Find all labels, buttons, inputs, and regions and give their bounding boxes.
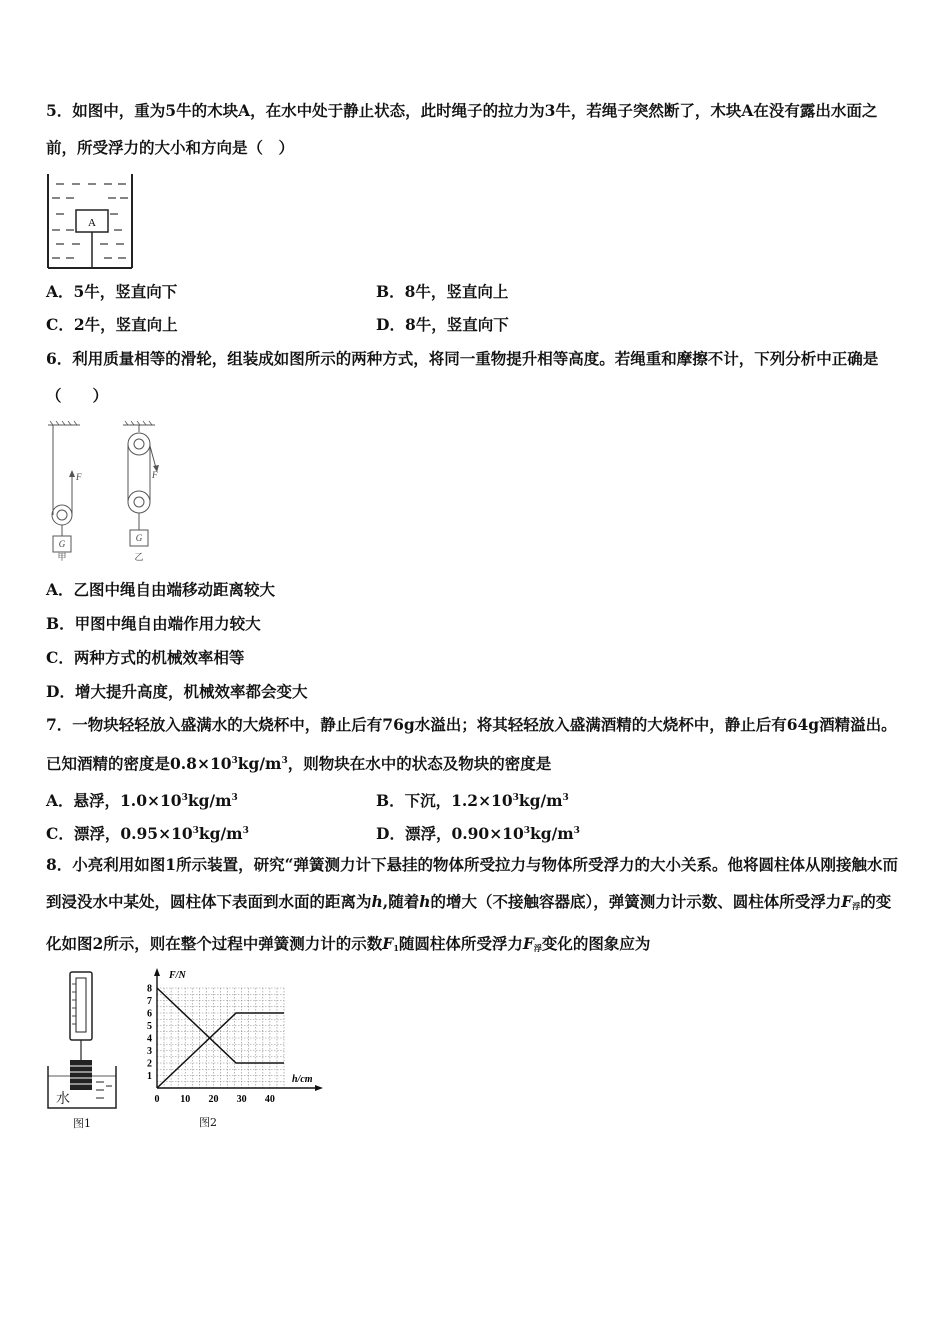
chart-axes [154, 968, 323, 1091]
q5-option-d[interactable]: D．8牛，竖直向下 [376, 315, 509, 334]
figure-1-caption: 图1 [73, 1117, 91, 1130]
q6-figure [40, 420, 180, 565]
chart-grid [157, 988, 284, 1088]
weight-label-jia: G [58, 539, 66, 549]
q6-stem: 6．利用质量相等的滑轮，组装成如图所示的两种方式，将同一重物提升相等高度。若绳重和摩擦不计，下列分析中正确是（ ） [46, 349, 879, 405]
block-a-label: A [88, 217, 96, 229]
y-tick-label: 6 [147, 1008, 152, 1020]
q7-option-b[interactable]: B．下沉，$1.2\times 10^3kg/m^3$ [376, 791, 569, 811]
q8-stem: 8．小亮利用如图1所示装置，研究“弹簧测力计下悬挂的物体所受拉力与物体所受浮力的大小关系。他将圆柱体从刚接触水而到浸没水中某处，圆柱体下表面到水面的距离为h,随着h的增大（不接触容器底），弹簧测力计示数、圆柱体所受浮力$F_浮$的变化如图2所示，则在整个过程中弹簧测力计的示数$F_1$随圆柱体所受浮力$F_浮$变化的图象应为 [46, 855, 898, 953]
y-tick-label: 4 [147, 1033, 152, 1045]
q7-option-a[interactable]: A．悬浮，$1.0\times 10^3kg/m^3$ [46, 791, 238, 811]
q5-stem: 5．如图中，重为5牛的木块A，在水中处于静止状态，此时绳子的拉力为3牛，若绳子突然断了，木块A在没有露出水面之前，所受浮力的大小和方向是（ ） [46, 101, 878, 157]
q5-option-c[interactable]: C．2牛，竖直向上 [46, 315, 178, 334]
q6-option-d[interactable]: D．增大提升高度，机械效率都会变大 [46, 682, 308, 701]
q5-figure [44, 172, 138, 272]
chart-x-label: h/cm [292, 1074, 313, 1085]
y-tick-label: 7 [147, 996, 152, 1007]
x-tick-label: 30 [236, 1094, 247, 1105]
chart-y-label: F/N [169, 970, 186, 981]
x-axis-arrow [315, 1085, 323, 1091]
y-tick-label: 2 [147, 1058, 152, 1070]
q7-option-c[interactable]: C．漂浮，$0.95\times 10^3kg/m^3$ [46, 824, 249, 844]
q5-option-b[interactable]: B．8牛，竖直向上 [376, 282, 509, 301]
y-tick-label: 5 [147, 1021, 152, 1032]
x-tick-label: 40 [264, 1094, 275, 1105]
y-axis-arrow [154, 968, 160, 976]
q5-option-a[interactable]: A．5牛，竖直向下 [46, 282, 178, 301]
x-tick-label: 20 [208, 1094, 219, 1105]
y-tick-label: 1 [147, 1071, 152, 1082]
y-tick-label: 3 [147, 1046, 152, 1057]
figure-2-caption: 图2 [199, 1116, 217, 1129]
q6-option-c[interactable]: C．两种方式的机械效率相等 [46, 648, 245, 667]
cylinder [70, 1060, 92, 1090]
caption-yi: 乙 [134, 553, 144, 563]
q7-stem: 7．一物块轻轻放入盛满水的大烧杯中，静止后有76g水溢出；将其轻轻放入盛满酒精的大烧杯中，静止后有64g酒精溢出。已知酒精的密度是$0.8\times 10^3kg/m^3$，则物块在水中的状态及物块的密度是 [46, 715, 897, 774]
q8-chart [138, 966, 328, 1114]
x-tick-label: 0 [154, 1094, 160, 1105]
q6-option-b[interactable]: B．甲图中绳自由端作用力较大 [46, 614, 261, 633]
force-label-jia: F [76, 472, 82, 482]
x-tick-label: 10 [180, 1094, 191, 1105]
q8-figure-1 [44, 970, 120, 1115]
force-label-yi: F [152, 470, 158, 480]
q7-option-d[interactable]: D．漂浮，$0.90\times 10^3kg/m^3$ [376, 824, 580, 844]
q6-option-a[interactable]: A．乙图中绳自由端移动距离较大 [46, 580, 276, 599]
y-tick-label: 8 [147, 983, 152, 995]
weight-label-yi: G [135, 533, 143, 543]
water-label: 水 [56, 1091, 70, 1107]
caption-jia: 甲 [57, 553, 67, 563]
